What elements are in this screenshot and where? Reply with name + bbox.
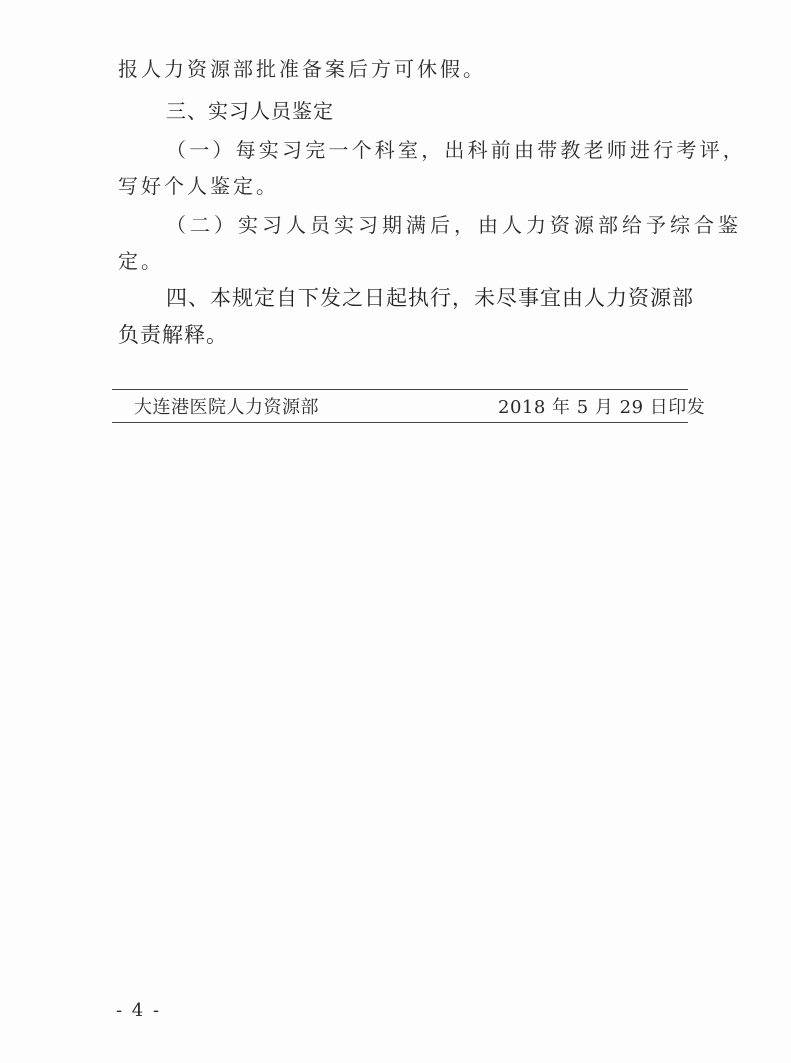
footer-issuer: 大连港医院人力资源部 — [134, 397, 319, 418]
section-heading-intern-evaluation: 三、实习人员鉴定 — [166, 99, 334, 123]
page-number: - 4 - — [116, 1000, 162, 1021]
body-line-item-1-cont: 写好个人鉴定。 — [118, 174, 279, 198]
body-line-item-2: （二）实习人员实习期满后，由人力资源部给予综合鉴 — [166, 213, 742, 237]
section-heading-effective-date: 四、本规定自下发之日起执行，未尽事宜由人力资源部 — [166, 286, 694, 310]
footer-issue-date: 2018 年 5 月 29 日印发 — [498, 397, 706, 418]
body-line-item-2-cont: 定。 — [118, 249, 164, 273]
body-line-item-1: （一）每实习完一个科室，出科前由带教老师进行考评， — [166, 138, 746, 162]
section-heading-effective-date-cont: 负责解释。 — [118, 323, 228, 347]
body-line-continuation: 报人力资源部批准备案后方可休假。 — [118, 57, 486, 81]
footer-rule-bottom — [112, 422, 688, 423]
footer-rule-top — [112, 389, 688, 390]
